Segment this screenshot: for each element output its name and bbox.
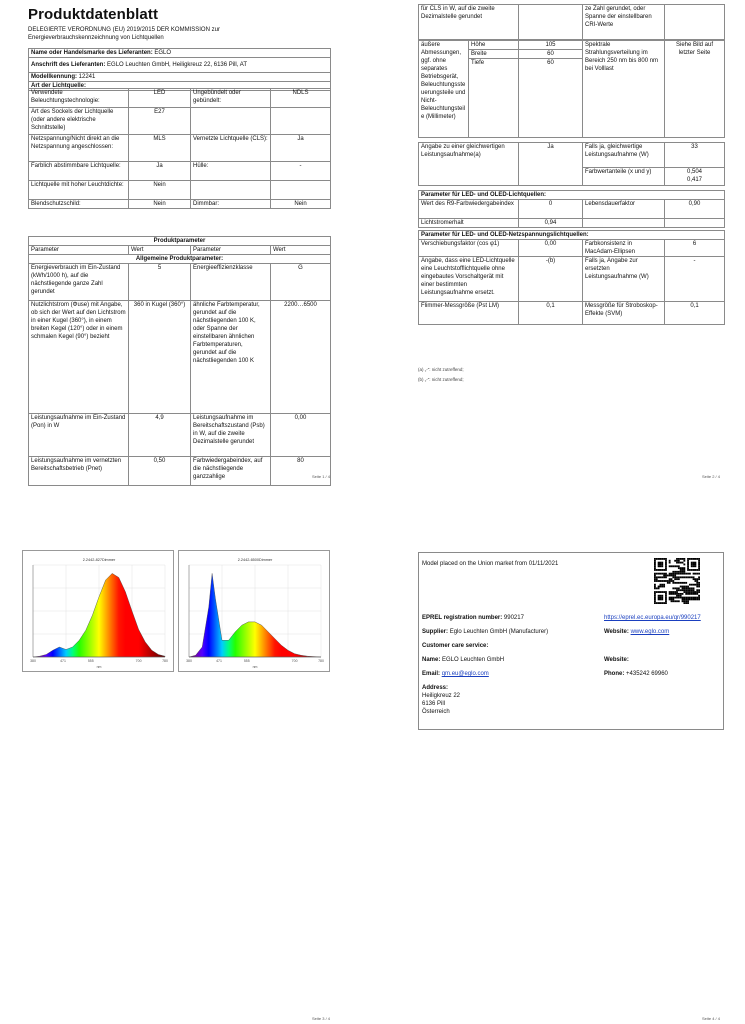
- general-row: [29, 457, 331, 486]
- cont-row: [419, 5, 725, 40]
- lednet-value: 0,1: [665, 302, 725, 325]
- x-tick-label: 780: [162, 659, 168, 663]
- led-params-heading: Parameter für LED- und OLED-Lichtquellen:: [419, 191, 725, 200]
- chromaticity-label: Farbwertanteile (x und y): [583, 168, 665, 186]
- type-param: Verwendete Beleuchtungstechnologie:: [29, 89, 129, 108]
- general-param: ähnliche Farbtemperatur, gerundet auf die nächstliegenden 100 K, oder Spanne der einstellbaren ähnlichen Farbtemperaturen, gerundet auf die nächstliegenden 100 K: [191, 301, 271, 414]
- type-row: [29, 200, 331, 209]
- page-1: [22, 4, 334, 480]
- type-param: Farblich abstimmbare Lichtquelle:: [29, 162, 129, 181]
- dimensions-table: [418, 40, 725, 138]
- type-row: [29, 108, 331, 135]
- care-name-line: Name: EGLO Leuchten GmbH: [422, 657, 505, 663]
- eprel-line: EPREL registration number: 990217: [422, 615, 524, 621]
- page-3: [22, 540, 334, 1024]
- type-value: MLS: [129, 135, 191, 162]
- general-param: Farbwiedergabeindex, auf die nächstliegende ganzzahlige: [191, 457, 271, 486]
- dim-value: 60: [519, 59, 583, 138]
- supplier-line: Supplier: Eglo Leuchten GmbH (Manufacturer): [422, 629, 549, 635]
- general-value: 2200…6500: [271, 301, 331, 414]
- dimensions-label: äußere Abmessungen, ggf. ohne separates Betriebsgerät, Beleuchtungssteuerungsteile und Nicht-Beleuchtungsteile (Millimeter): [419, 41, 469, 138]
- lednet-value: 0,00: [519, 240, 583, 257]
- general-value: 80: [271, 457, 331, 486]
- type-param: Netzspannung/Nicht direkt an die Netzspannung angeschlossen:: [29, 135, 129, 162]
- type-param: Dimmbar:: [191, 200, 271, 209]
- type-value: Nein: [129, 200, 191, 209]
- type-value: [271, 181, 331, 200]
- type-row: [29, 89, 331, 108]
- led-param: [583, 219, 665, 228]
- product-parameters-table: [28, 236, 331, 486]
- x-tick-label: 380: [186, 659, 192, 663]
- general-value: G: [271, 264, 331, 301]
- address-line: Heiligkreuz 22: [422, 693, 461, 699]
- type-param: Lichtquelle mit hoher Leuchtdichte:: [29, 181, 129, 200]
- supplier-table: [28, 48, 331, 91]
- dim-value: 60: [519, 50, 583, 59]
- lednet-value: 6: [665, 240, 725, 257]
- email-link[interactable]: qm.eu@eglo.com: [441, 671, 489, 677]
- type-param: Art des Sockels der Lichtquelle (oder andere elektrische Schnittstelle): [29, 108, 129, 135]
- led-param: Wert des R9-Farbwiedergabeindex: [419, 200, 519, 219]
- supplier-address-row: Anschrift des Lieferanten: EGLO Leuchten GmbH, Heiligkreuz 22, 6136 Pill, AT: [29, 58, 331, 73]
- website-line: Website: www.eglo.com: [604, 629, 670, 635]
- col-header: Parameter: [29, 246, 129, 255]
- type-value: Ja: [129, 162, 191, 181]
- chart-title: 2.2442-6500Dimmer: [237, 558, 273, 562]
- led-row: [419, 200, 725, 219]
- regulation-subtitle: DELEGIERTE VERORDNUNG (EU) 2019/2015 DER KOMMISSION zur Energieverbrauchskennzeichnung von Lichtquellen: [28, 27, 220, 41]
- dim-name: Höhe: [469, 41, 519, 50]
- general-row: [29, 301, 331, 414]
- type-row: [29, 181, 331, 200]
- general-row: [29, 414, 331, 457]
- type-value: Nein: [129, 181, 191, 200]
- type-value: LED: [129, 89, 191, 108]
- supplier-name-row: Name oder Handelsmarke des Lieferanten: EGLO: [29, 49, 331, 58]
- x-tick-label: 471: [60, 659, 66, 663]
- address-line: 6136 Pill: [422, 701, 446, 707]
- lednet-row: [419, 240, 725, 257]
- general-row: [29, 264, 331, 301]
- general-params-heading: Allgemeine Produktparameter:: [29, 255, 331, 264]
- x-axis-label: nm: [96, 665, 102, 669]
- led-value: [665, 219, 725, 228]
- equivalent-power-w-value: 33: [665, 143, 725, 168]
- cont-param: ze Zahl gerundet, oder Spanne der einstellbaren CRI-Werte: [583, 5, 665, 40]
- spectrum-chart-cool: [178, 550, 330, 672]
- led-value: 0,90: [665, 200, 725, 219]
- dim-value: 105: [519, 41, 583, 50]
- chromaticity-values: 0,504 0,417: [665, 168, 725, 186]
- lednet-param: Farbkonsistenz in MacAdam-Ellipsen: [583, 240, 665, 257]
- type-value: Nein: [271, 200, 331, 209]
- lednet-value: -: [665, 257, 725, 302]
- type-param: [191, 108, 271, 135]
- general-param: Leistungsaufnahme im vernetzten Bereitschaftsbetrieb (Pnet): [29, 457, 129, 486]
- customer-care-heading: Customer care service:: [422, 643, 489, 649]
- spectral-label: Spektrale Strahlungsverteilung im Bereich 250 nm bis 800 nm bei Volllast: [583, 41, 665, 138]
- lednet-row: [419, 302, 725, 325]
- lightsource-type-table: [28, 88, 331, 209]
- model-row: Modellkennung: 12241: [29, 73, 331, 82]
- led-param: Lebensdauerfaktor: [583, 200, 665, 219]
- col-header: Wert: [271, 246, 331, 255]
- lednet-param: Verschiebungsfaktor (cos φ1): [419, 240, 519, 257]
- equivalent-power-flag: Ja: [519, 143, 583, 186]
- cont-value: [519, 5, 583, 40]
- qr-code-icon: [654, 558, 700, 604]
- lednet-param: Messgröße für Stroboskop-Effekte (SVM): [583, 302, 665, 325]
- spectrum-svg: [23, 551, 173, 671]
- equivalent-power-w-label: Falls ja, gleichwertige Leistungsaufnahme (W): [583, 143, 665, 168]
- general-value: 0,50: [129, 457, 191, 486]
- market-date: Model placed on the Union market from 01/11/2021: [422, 561, 559, 567]
- type-param: Ungebündelt oder gebündelt:: [191, 89, 271, 108]
- equivalence-table: [418, 142, 725, 186]
- col-header: Parameter: [191, 246, 271, 255]
- dim-name: Tiefe: [469, 59, 519, 138]
- led-value: 0: [519, 200, 583, 219]
- spectral-value: Siehe Bild auf letzter Seite: [665, 41, 725, 138]
- type-param: Vernetzte Lichtquelle (CLS):: [191, 135, 271, 162]
- col-header: Wert: [129, 246, 191, 255]
- general-param: Leistungsaufnahme im Ein-Zustand (Pon) in W: [29, 414, 129, 457]
- dim-name: Breite: [469, 50, 519, 59]
- page-number: Seite 4 / 4: [701, 1016, 720, 1021]
- page-4: [418, 552, 724, 1024]
- x-axis-label: nm: [252, 665, 258, 669]
- footnote-a: (a) „-“: nicht zutreffend;: [418, 367, 464, 372]
- spectrum-chart-warm: [22, 550, 174, 672]
- footnote-b: (b) „-“: nicht zutreffend;: [418, 377, 464, 382]
- page-number: Seite 1 / 4: [311, 474, 330, 479]
- general-value: 4,9: [129, 414, 191, 457]
- page-number: Seite 3 / 4: [312, 1016, 331, 1021]
- page-number: Seite 2 / 4: [701, 474, 720, 479]
- type-row: [29, 135, 331, 162]
- led-mains-parameters-table: [418, 230, 725, 325]
- website-link[interactable]: www.eglo.com: [630, 629, 670, 635]
- lednet-value: -(b): [519, 257, 583, 302]
- type-value: Ja: [271, 135, 331, 162]
- general-param: Energieverbrauch im Ein-Zustand (kWh/1000 h), auf die nächstliegende ganze Zahl gerundet: [29, 264, 129, 301]
- x-tick-label: 780: [318, 659, 324, 663]
- cont-value: [665, 5, 725, 40]
- document-title: Produktdatenblatt: [28, 6, 159, 23]
- lednet-param: Flimmer-Messgröße (Pst LM): [419, 302, 519, 325]
- general-value: 360 in Kugel (360°): [129, 301, 191, 414]
- chart-title: 2.2442-827Dimmer: [82, 558, 116, 562]
- page-2: [418, 4, 724, 480]
- led-value: 0,94: [519, 219, 583, 228]
- type-param: Hülle:: [191, 162, 271, 181]
- lednet-value: 0,1: [519, 302, 583, 325]
- lednet-param: Angabe, dass eine LED-Lichtquelle eine Leuchtstofflichtquelle ohne eingebautes Vorschaltgerät mit einer bestimmten Leistungsaufnahme ersetzt.: [419, 257, 519, 302]
- type-value: -: [271, 162, 331, 181]
- x-tick-label: 555: [243, 659, 250, 663]
- type-value: [271, 108, 331, 135]
- x-tick-label: 700: [291, 659, 298, 663]
- type-row: [29, 162, 331, 181]
- cont-param: für CLS in W, auf die zweite Dezimalstelle gerundet: [419, 5, 519, 40]
- led-row: [419, 219, 725, 228]
- general-param: Nutzlichtstrom (Φuse) mit Angabe, ob sich der Wert auf den Lichtstrom in einer Kugel (360°), in einem breiten Kegel (120°) oder in einem schmalen Kegel (90°) bezieht: [29, 301, 129, 414]
- email-line: Email: qm.eu@eglo.com: [422, 671, 489, 677]
- x-tick-label: 555: [87, 659, 94, 663]
- x-tick-label: 380: [30, 659, 36, 663]
- led-mains-params-heading: Parameter für LED- und OLED-Netzspannungslichtquellen:: [419, 231, 725, 240]
- continuation-table: [418, 4, 725, 40]
- x-tick-label: 471: [216, 659, 222, 663]
- general-value: 5: [129, 264, 191, 301]
- equivalent-power-label: Angabe zu einer gleichwertigen Leistungsaufnahme(a): [419, 143, 519, 186]
- general-param: Energieeffizienzklasse: [191, 264, 271, 301]
- type-param: Blendschutzschild:: [29, 200, 129, 209]
- led-parameters-table: [418, 190, 725, 228]
- lightsource-type-heading: Art der Lichtquelle:: [29, 82, 331, 91]
- general-value: 0,00: [271, 414, 331, 457]
- phone-line: Phone: +435242 69960: [604, 671, 668, 677]
- general-param: Leistungsaufnahme im Bereitschaftszustand (Psb) in W, auf die zweite Dezimalstelle gerundet: [191, 414, 271, 457]
- type-value: E27: [129, 108, 191, 135]
- type-param: [191, 181, 271, 200]
- lednet-param: Falls ja, Angabe zur ersetzten Leistungsaufnahme (W): [583, 257, 665, 302]
- address-heading: Address:: [422, 685, 449, 691]
- spectrum-svg: [179, 551, 329, 671]
- led-param: Lichtstromerhalt: [419, 219, 519, 228]
- product-params-heading: Produktparameter: [29, 237, 331, 246]
- x-tick-label: 700: [135, 659, 142, 663]
- type-value: NDLS: [271, 89, 331, 108]
- lednet-row: [419, 257, 725, 302]
- eprel-link[interactable]: https://eprel.ec.europa.eu/qr/990217: [604, 615, 701, 621]
- care-website-label: Website:: [604, 657, 629, 663]
- address-line: Österreich: [422, 709, 450, 715]
